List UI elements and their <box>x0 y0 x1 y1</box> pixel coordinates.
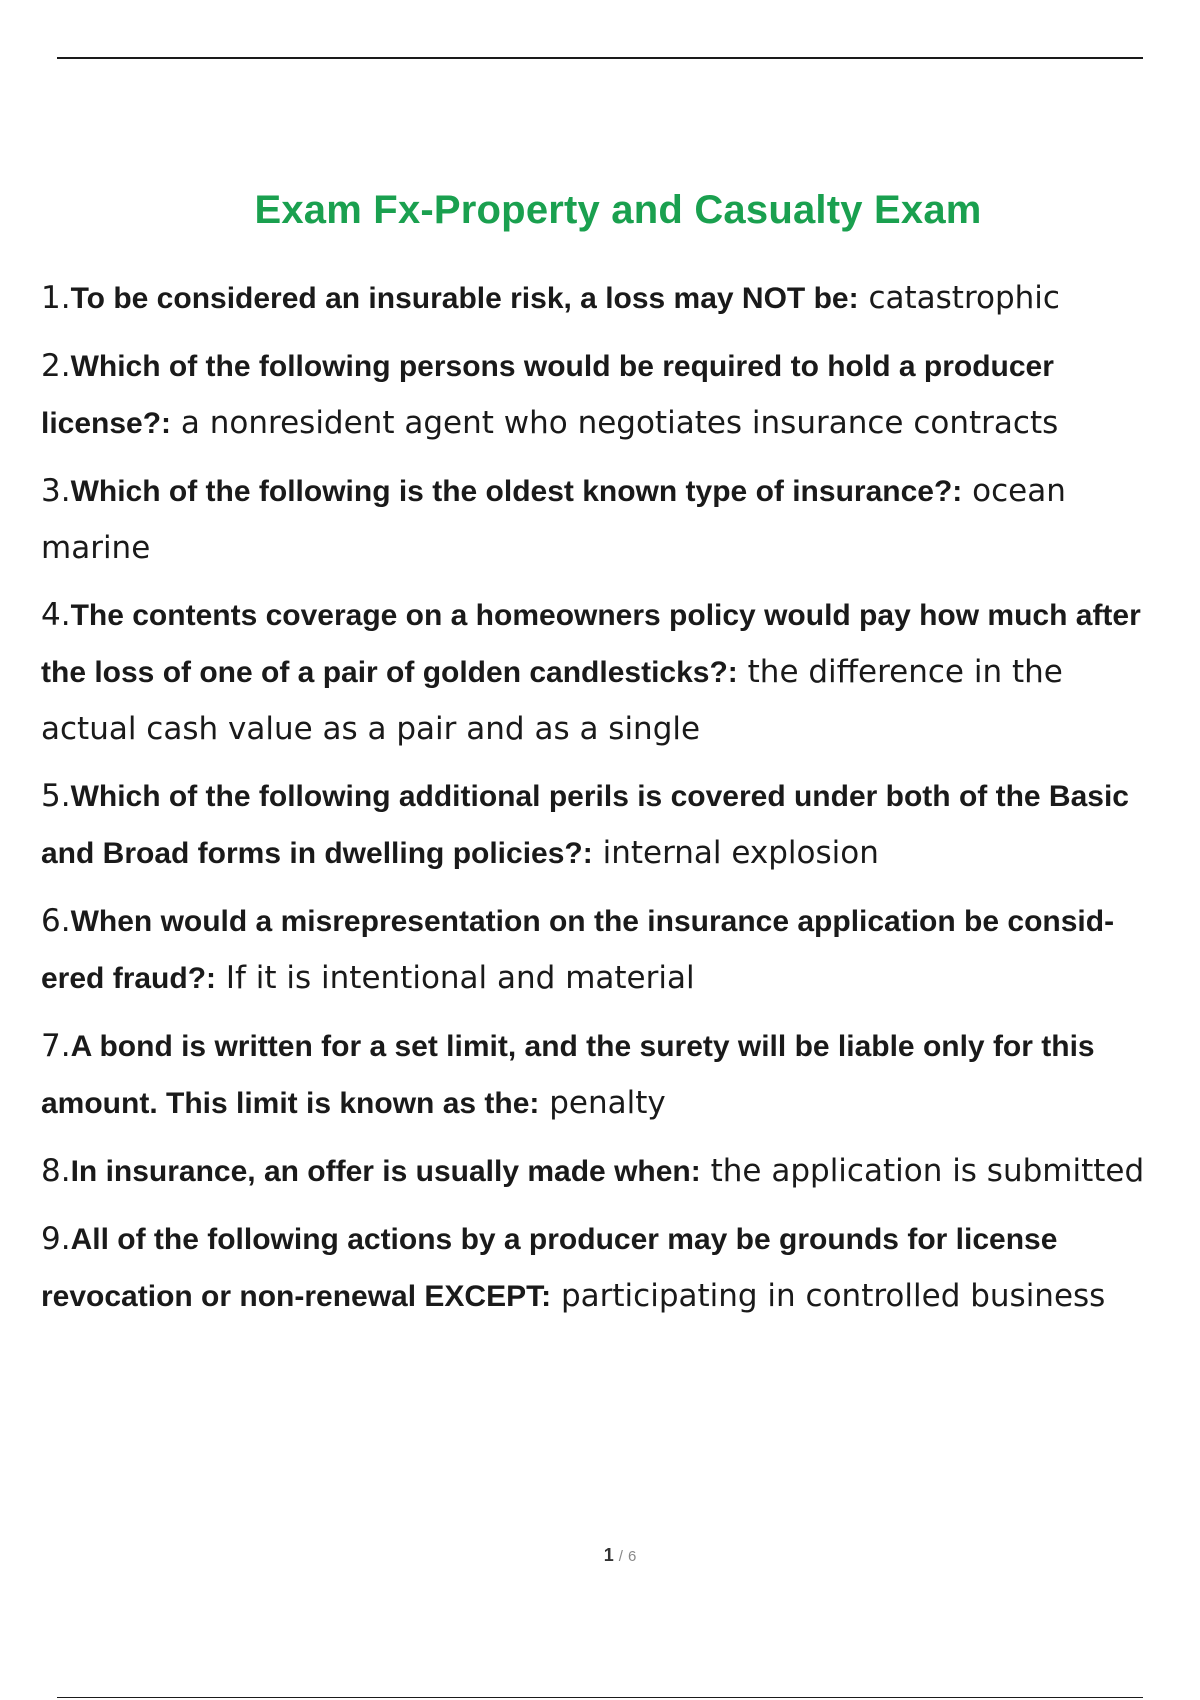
question-text: All of the following actions by a producer may be grounds for license revocation or non-renewal EXCEPT: <box>41 1223 1058 1313</box>
question-text: To be considered an insurable risk, a loss may NOT be: <box>70 282 859 315</box>
page-total: 6 <box>627 1548 637 1565</box>
item-number: 3. <box>41 473 71 509</box>
top-rule <box>57 57 1143 59</box>
list-item <box>41 1018 1151 1132</box>
list-item <box>41 587 1151 757</box>
answer-text: penalty <box>549 1085 666 1121</box>
item-number: 8. <box>41 1153 71 1189</box>
list-item <box>41 768 1151 882</box>
answer-text: a nonresident agent who negotiates insurance contracts <box>180 405 1059 441</box>
bottom-rule <box>57 1697 1143 1698</box>
document-title: Exam Fx-Property and Casualty Exam <box>254 188 982 232</box>
list-item <box>41 270 1151 327</box>
item-number: 1. <box>41 280 71 316</box>
answer-text: If it is intentional and material <box>225 960 695 996</box>
question-text: When would a misrepresentation on the insurance application be consid- ered fraud?: <box>41 905 1115 995</box>
question-text: Which of the following persons would be required to hold a producer license?: <box>41 350 1054 440</box>
item-number: 7. <box>41 1028 71 1064</box>
answer-text: the application is submitted <box>710 1153 1145 1189</box>
answer-text: catastrophic <box>868 280 1060 316</box>
answer-text: ocean marine <box>41 473 1066 566</box>
answer-text: internal explosion <box>602 835 879 871</box>
list-item <box>41 338 1151 452</box>
question-list <box>41 270 1151 1336</box>
list-item <box>41 1211 1151 1325</box>
item-number: 4. <box>41 597 71 633</box>
answer-text: the difference in the actual cash value as a pair and as a single <box>41 654 1063 747</box>
question-text: A bond is written for a set limit, and the surety will be liable only for this amount. This limit is known as the: <box>41 1030 1095 1120</box>
list-item <box>41 893 1151 1007</box>
page-number <box>0 1545 1200 1566</box>
item-number: 2. <box>41 348 71 384</box>
list-item <box>41 1143 1151 1200</box>
item-number: 6. <box>41 903 71 939</box>
list-item <box>41 463 1151 576</box>
item-number: 9. <box>41 1221 71 1257</box>
page-separator: / <box>618 1548 623 1565</box>
question-text: Which of the following additional perils is covered under both of the Basic and Broad forms in dwelling policies?: <box>41 780 1129 870</box>
question-text: Which of the following is the oldest known type of insurance?: <box>70 475 963 508</box>
page-current: 1 <box>603 1545 614 1565</box>
question-text: The contents coverage on a homeowners policy would pay how much after the loss of one of a pair of golden candlesticks?: <box>41 599 1141 689</box>
item-number: 5. <box>41 778 71 814</box>
answer-text: participating in controlled business <box>560 1278 1106 1314</box>
question-text: In insurance, an offer is usually made when: <box>70 1155 701 1188</box>
